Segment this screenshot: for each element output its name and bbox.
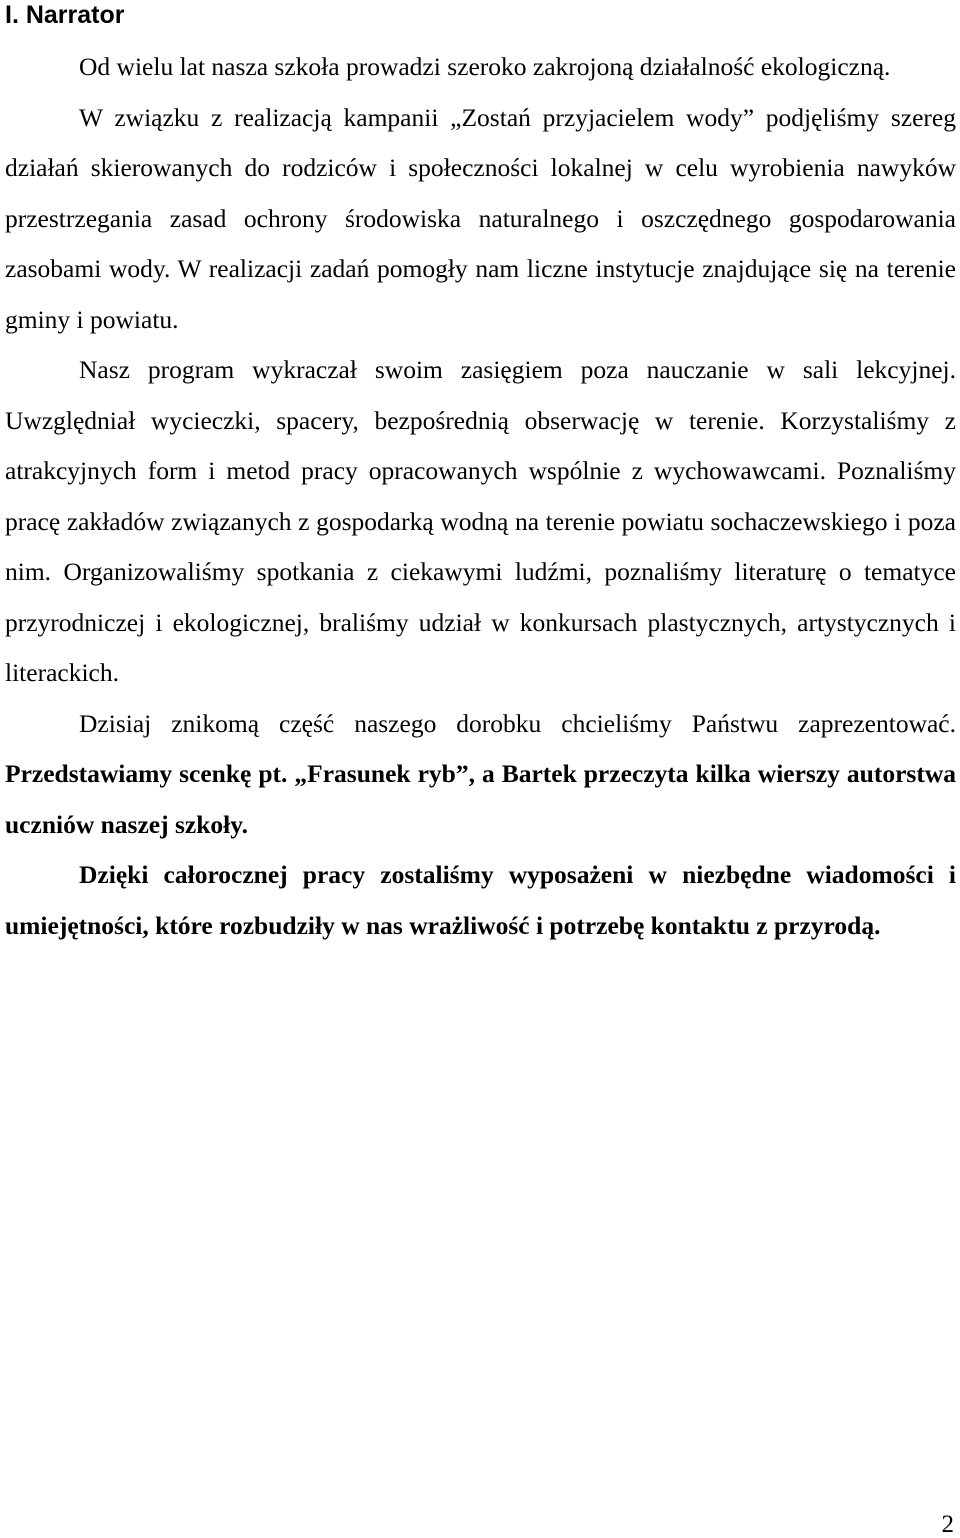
paragraph-1 xyxy=(5,42,956,93)
paragraph-4-text: Dzisiaj znikomą część naszego dorobku chcieliśmy Państwu zaprezentować. xyxy=(79,708,956,738)
section-heading: I. Narrator xyxy=(5,1,125,29)
paragraph-2-text: W związku z realizacją kampanii „Zostań przyjacielem wody” podjęliśmy szereg działań skierowanych do rodziców i społeczności lokalnej w celu wyrobienia nawyków przestrzegania zasad ochrony środowiska naturalnego i oszczędnego gospodarowania zasobami wody. W realizacji zadań pomogły nam liczne instytucje znajdujące się na terenie gminy i powiatu. xyxy=(5,102,956,334)
paragraph-4-bold-text: Przedstawiamy scenkę pt. „Frasunek ryb”, a Bartek przeczyta kilka wierszy autorstwa uczniów naszej szkoły. xyxy=(5,759,956,839)
paragraph-3 xyxy=(5,345,956,699)
paragraph-5-bold-text: Dzięki całorocznej pracy zostaliśmy wyposażeni w niezbędne wiadomości i umiejętności, które rozbudziły w nas wrażliwość i potrzebę kontaktu z przyrodą. xyxy=(5,860,956,940)
paragraph-4 xyxy=(5,699,956,851)
page-number: 2 xyxy=(941,1511,954,1538)
paragraph-3-text: Nasz program wykraczał swoim zasięgiem poza nauczanie w sali lekcyjnej. Uwzględniał wycieczki, spacery, bezpośrednią obserwację w terenie. Korzystaliśmy z atrakcyjnych form i metod pracy opracowanych wspólnie z wychowawcami. Poznaliśmy pracę zakładów związanych z gospodarką wodną na terenie powiatu sochaczewskiego i poza nim. Organizowaliśmy spotkania z ciekawymi ludźmi, poznaliśmy literaturę o tematyce przyrodniczej i ekologicznej, braliśmy udział w konkursach plastycznych, artystycznych i literackich. xyxy=(5,355,956,687)
document-page xyxy=(5,0,956,951)
paragraph-1-text: Od wielu lat nasza szkoła prowadzi szeroko zakrojoną działalność ekologiczną. xyxy=(79,52,891,81)
paragraph-5 xyxy=(5,850,956,951)
paragraph-2 xyxy=(5,93,956,346)
